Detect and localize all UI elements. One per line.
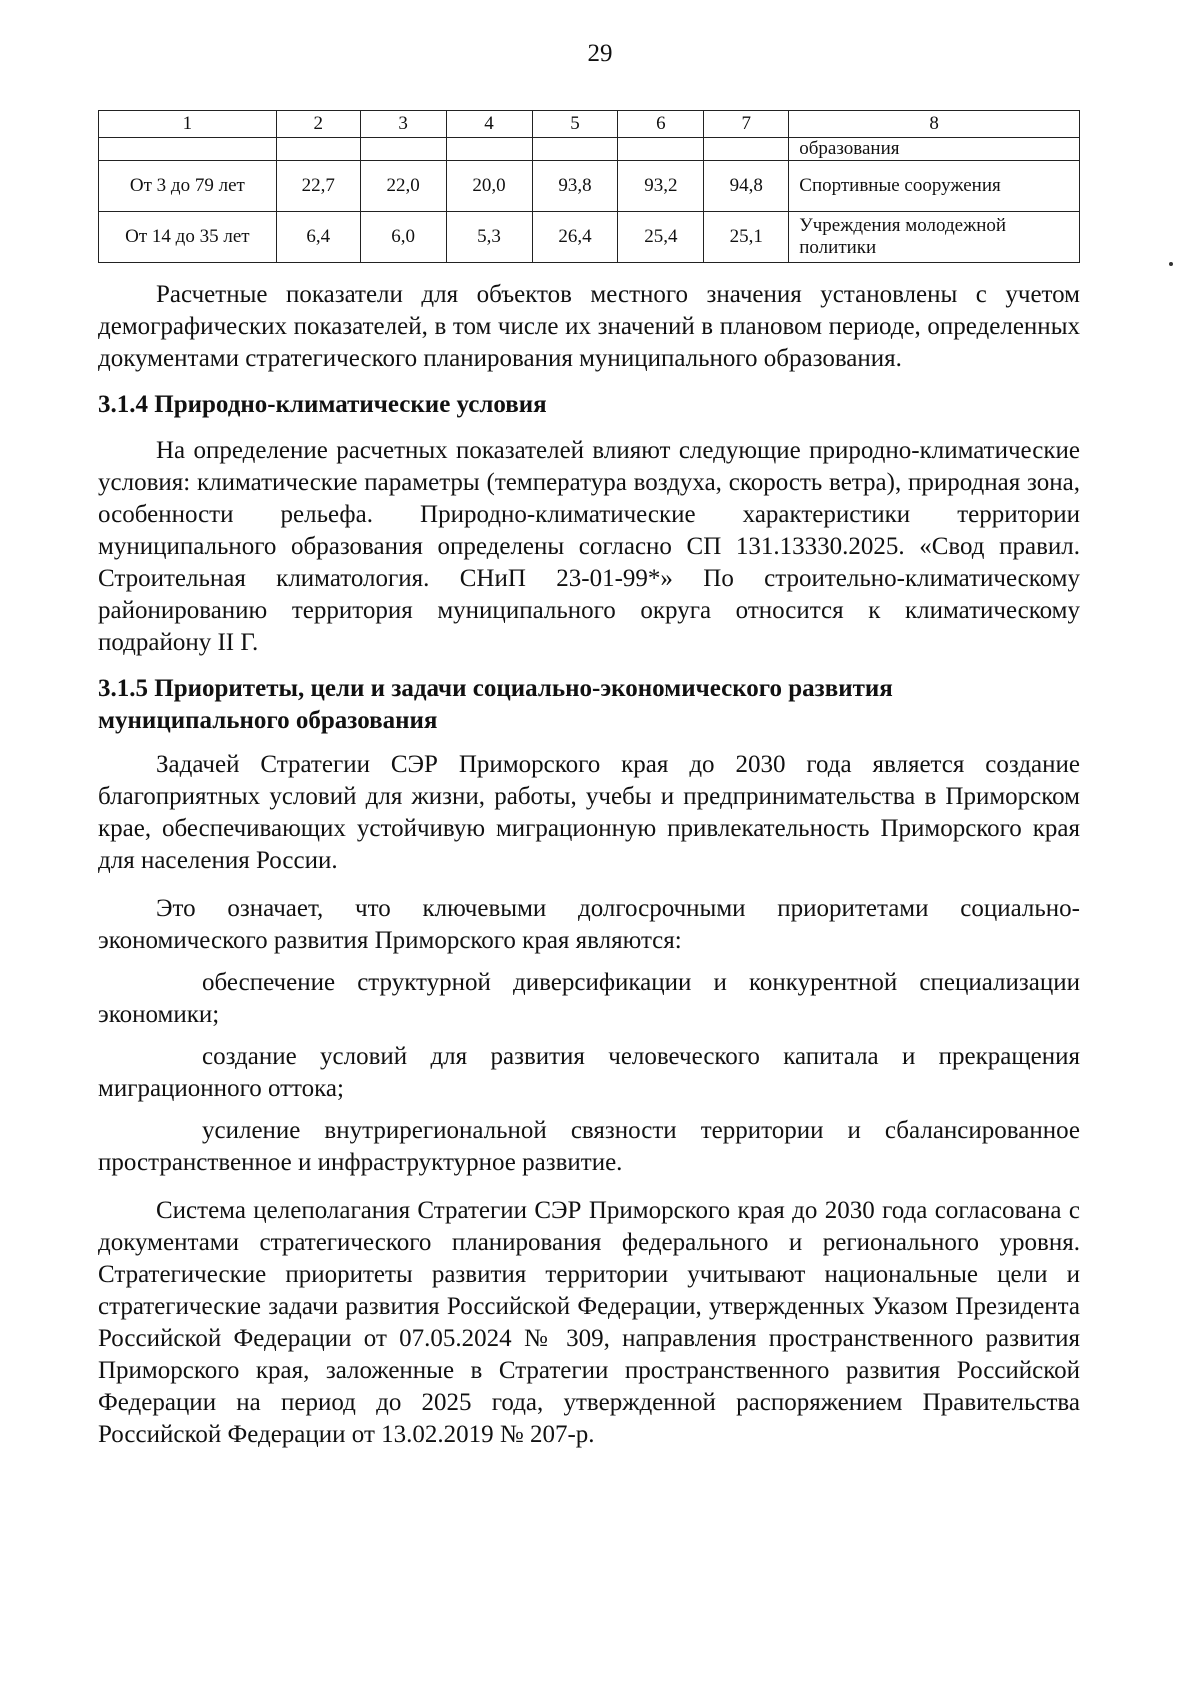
table-header-cell: 3: [360, 111, 446, 138]
table-header-cell: 7: [704, 111, 789, 138]
paragraph-priorities-intro: Это означает, что ключевыми долгосрочными приоритетами социально-экономического развития Приморского края являются:: [98, 895, 1080, 954]
section-heading-3-1-5: 3.1.5 Приоритеты, цели и задачи социально-экономического развития муниципального образования: [98, 675, 893, 734]
table-cell: [446, 138, 532, 161]
table-cell: [360, 138, 446, 161]
list-item: обеспечение структурной диверсификации и конкурентной специализации экономики;: [98, 969, 1080, 1028]
table-header-row: [99, 111, 1080, 138]
table-cell: [276, 138, 360, 161]
table-cell: Учреждения молодежной политики: [789, 212, 1080, 263]
table-cell: 22,0: [360, 161, 446, 212]
table-row: [99, 161, 1080, 212]
paragraph-climate: На определение расчетных показателей влияют следующие природно-климатические условия: климатические параметры (температура воздуха, скорость ветра), природная зона, особенности рельефа. Природно-климатические характеристики территории муниципального образования определены согласно СП 131.13330.2025. «Свод правил. Строительная климатология. СНиП 23-01-99*» По строительно-климатическому районированию территория муниципального округа относится к климатическому подрайону II Г.: [98, 437, 1080, 656]
list-item: усиление внутрирегиональной связности территории и сбалансированное пространственное и инфраструктурное развитие.: [98, 1117, 1080, 1176]
table-row: [99, 212, 1080, 263]
table-header-cell: 4: [446, 111, 532, 138]
table-continuation-row: [99, 138, 1080, 161]
table-cell: 20,0: [446, 161, 532, 212]
table-cell: От 3 до 79 лет: [99, 161, 277, 212]
table-cell: образования: [789, 138, 1080, 161]
table-cell: [618, 138, 704, 161]
table-header-cell: 2: [276, 111, 360, 138]
section-heading-3-1-4: 3.1.4 Природно-климатические условия: [98, 391, 547, 418]
table-cell: Спортивные сооружения: [789, 161, 1080, 212]
paragraph-demographics: Расчетные показатели для объектов местного значения установлены с учетом демографических показателей, в том числе их значений в плановом периоде, определенных документами стратегического планирования муниципального образования.: [98, 281, 1080, 372]
paragraph-goal-system: Система целеполагания Стратегии СЭР Приморского края до 2030 года согласована с документами стратегического планирования федерального и регионального уровня. Стратегические приоритеты развития территории учитывают национальные цели и стратегические задачи развития Российской Федерации, утвержденных Указом Президента Российской Федерации от 07.05.2024 № 309, направления пространственного развития Приморского края, заложенные в Стратегии пространственного развития Российской Федерации на период до 2025 года, утвержденной распоряжением Правительства Российской Федерации от 13.02.2019 № 207-р.: [98, 1197, 1080, 1448]
paragraph-strategy-goal: Задачей Стратегии СЭР Приморского края до 2030 года является создание благоприятных условий для жизни, работы, учебы и предпринимательства в Приморском крае, обеспечивающих устойчивую миграционную привлекательность Приморского края для населения России.: [98, 751, 1080, 874]
table-header-cell: 6: [618, 111, 704, 138]
table-cell: 94,8: [704, 161, 789, 212]
table-cell: 22,7: [276, 161, 360, 212]
table-cell: [99, 138, 277, 161]
table-header-cell: 8: [789, 111, 1080, 138]
table-cell: 25,1: [704, 212, 789, 263]
data-table: [98, 110, 1080, 263]
page-number: 29: [587, 40, 613, 67]
table-cell: 25,4: [618, 212, 704, 263]
table-cell: 6,4: [276, 212, 360, 263]
table-cell: 26,4: [532, 212, 618, 263]
table-cell: От 14 до 35 лет: [99, 212, 277, 263]
document-body: [98, 110, 1080, 1451]
table-cell: [532, 138, 618, 161]
table-header-cell: 5: [532, 111, 618, 138]
table-cell: 93,8: [532, 161, 618, 212]
list-item: создание условий для развития человеческого капитала и прекращения миграционного оттока;: [98, 1043, 1080, 1102]
scan-dot: [1169, 262, 1173, 266]
table-cell: 93,2: [618, 161, 704, 212]
table-cell: [704, 138, 789, 161]
table-header-cell: 1: [99, 111, 277, 138]
table-cell: 6,0: [360, 212, 446, 263]
table-cell: 5,3: [446, 212, 532, 263]
